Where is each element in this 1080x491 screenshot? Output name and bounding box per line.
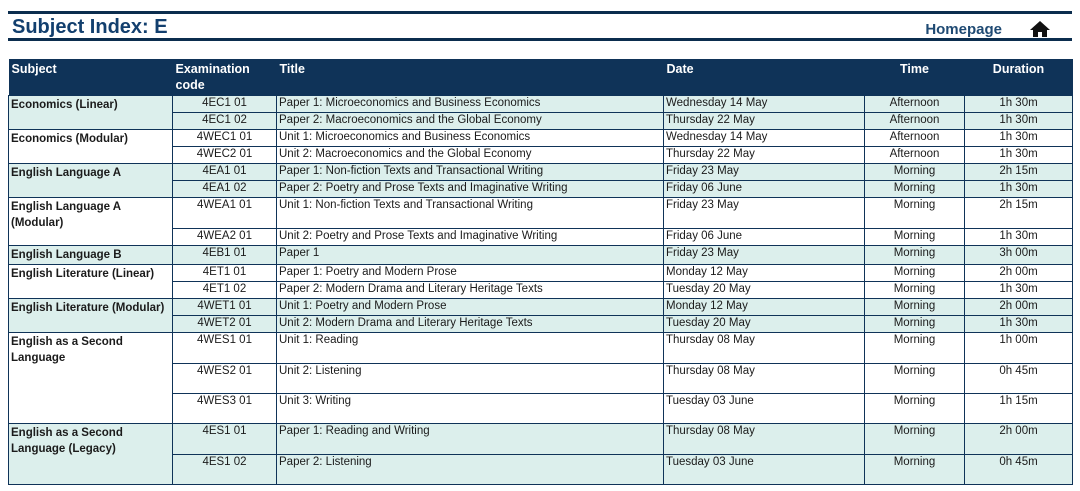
- time-cell: Morning: [865, 393, 965, 423]
- time-cell: Afternoon: [865, 129, 965, 146]
- title-cell: Unit 2: Listening: [277, 363, 664, 393]
- duration-cell: 2h 15m: [965, 163, 1073, 180]
- time-cell: Morning: [865, 332, 965, 363]
- time-cell: Morning: [865, 363, 965, 393]
- date-cell: Friday 06 June: [664, 228, 865, 245]
- code-cell: 4WES2 01: [173, 363, 277, 393]
- subject-cell: English Language B: [9, 245, 173, 264]
- time-cell: Afternoon: [865, 95, 965, 112]
- duration-cell: 1h 30m: [965, 146, 1073, 163]
- title-cell: Paper 1: Poetry and Modern Prose: [277, 264, 664, 281]
- table-header-row: [9, 59, 1073, 95]
- time-cell: Morning: [865, 454, 965, 484]
- code-cell: 4EB1 01: [173, 245, 277, 264]
- date-cell: Friday 06 June: [664, 180, 865, 197]
- duration-cell: 3h 00m: [965, 245, 1073, 264]
- date-cell: Thursday 08 May: [664, 363, 865, 393]
- code-cell: 4WEA2 01: [173, 228, 277, 245]
- table-row: [9, 245, 1073, 264]
- time-cell: Morning: [865, 180, 965, 197]
- code-cell: 4WEC1 01: [173, 129, 277, 146]
- duration-cell: 1h 15m: [965, 393, 1073, 423]
- homepage-link[interactable]: Homepage: [925, 21, 1002, 38]
- code-cell: 4EA1 01: [173, 163, 277, 180]
- time-cell: Morning: [865, 197, 965, 228]
- column-header-date: Date: [664, 59, 865, 95]
- subject-cell: Economics (Modular): [9, 129, 173, 163]
- subject-cell: Economics (Linear): [9, 95, 173, 129]
- subject-cell: English Language A (Modular): [9, 197, 173, 245]
- date-cell: Thursday 22 May: [664, 112, 865, 129]
- time-cell: Afternoon: [865, 112, 965, 129]
- table-row: [9, 423, 1073, 454]
- title-cell: Unit 1: Microeconomics and Business Economics: [277, 129, 664, 146]
- time-cell: Morning: [865, 228, 965, 245]
- duration-cell: 1h 30m: [965, 112, 1073, 129]
- time-cell: Morning: [865, 245, 965, 264]
- table-row: [9, 197, 1073, 228]
- code-cell: 4WEA1 01: [173, 197, 277, 228]
- duration-cell: 2h 00m: [965, 298, 1073, 315]
- code-cell: 4WES3 01: [173, 393, 277, 423]
- title-rule: [8, 38, 1072, 41]
- subject-cell: English Literature (Modular): [9, 298, 173, 332]
- table-row: [9, 298, 1073, 315]
- subject-cell: English Literature (Linear): [9, 264, 173, 298]
- subject-cell: English as a Second Language: [9, 332, 173, 423]
- code-cell: 4EC1 02: [173, 112, 277, 129]
- title-cell: Paper 2: Poetry and Prose Texts and Imaginative Writing: [277, 180, 664, 197]
- date-cell: Tuesday 03 June: [664, 393, 865, 423]
- date-cell: Monday 12 May: [664, 298, 865, 315]
- duration-cell: 1h 30m: [965, 281, 1073, 298]
- date-cell: Friday 23 May: [664, 245, 865, 264]
- table-row: [9, 129, 1073, 146]
- column-header-time: Time: [865, 59, 965, 95]
- duration-cell: 1h 30m: [965, 180, 1073, 197]
- subject-index-table: [8, 59, 1073, 485]
- title-cell: Paper 1: Microeconomics and Business Economics: [277, 95, 664, 112]
- page-title: Subject Index: E: [12, 16, 168, 38]
- date-cell: Friday 23 May: [664, 163, 865, 180]
- column-header-duration: Duration: [965, 59, 1073, 95]
- date-cell: Monday 12 May: [664, 264, 865, 281]
- title-cell: Paper 1: Reading and Writing: [277, 423, 664, 454]
- time-cell: Afternoon: [865, 146, 965, 163]
- duration-cell: 2h 00m: [965, 423, 1073, 454]
- code-cell: 4EA1 02: [173, 180, 277, 197]
- title-cell: Unit 1: Non-fiction Texts and Transactional Writing: [277, 197, 664, 228]
- code-cell: 4ET1 02: [173, 281, 277, 298]
- code-cell: 4ES1 01: [173, 423, 277, 454]
- date-cell: Thursday 22 May: [664, 146, 865, 163]
- duration-cell: 1h 30m: [965, 228, 1073, 245]
- code-cell: 4WET1 01: [173, 298, 277, 315]
- date-cell: Wednesday 14 May: [664, 95, 865, 112]
- column-header-code: Examination code: [173, 59, 277, 95]
- title-cell: Paper 2: Modern Drama and Literary Heritage Texts: [277, 281, 664, 298]
- column-header-subject: Subject: [9, 59, 173, 95]
- time-cell: Morning: [865, 281, 965, 298]
- duration-cell: 1h 30m: [965, 129, 1073, 146]
- date-cell: Tuesday 03 June: [664, 454, 865, 484]
- top-rule: [8, 11, 1072, 14]
- date-cell: Tuesday 20 May: [664, 281, 865, 298]
- title-cell: Unit 3: Writing: [277, 393, 664, 423]
- code-cell: 4WES1 01: [173, 332, 277, 363]
- code-cell: 4WEC2 01: [173, 146, 277, 163]
- date-cell: Thursday 08 May: [664, 423, 865, 454]
- date-cell: Friday 23 May: [664, 197, 865, 228]
- code-cell: 4ES1 02: [173, 454, 277, 484]
- date-cell: Tuesday 20 May: [664, 315, 865, 332]
- title-cell: Unit 2: Poetry and Prose Texts and Imaginative Writing: [277, 228, 664, 245]
- code-cell: 4EC1 01: [173, 95, 277, 112]
- duration-cell: 0h 45m: [965, 363, 1073, 393]
- title-cell: Unit 1: Reading: [277, 332, 664, 363]
- table-row: [9, 95, 1073, 112]
- date-cell: Wednesday 14 May: [664, 129, 865, 146]
- duration-cell: 1h 00m: [965, 332, 1073, 363]
- title-cell: Unit 2: Macroeconomics and the Global Economy: [277, 146, 664, 163]
- title-cell: Unit 2: Modern Drama and Literary Heritage Texts: [277, 315, 664, 332]
- column-header-title: Title: [277, 59, 664, 95]
- duration-cell: 1h 30m: [965, 95, 1073, 112]
- title-cell: Unit 1: Poetry and Modern Prose: [277, 298, 664, 315]
- title-cell: Paper 2: Macroeconomics and the Global Economy: [277, 112, 664, 129]
- home-icon[interactable]: [1029, 20, 1051, 38]
- table-row: [9, 163, 1073, 180]
- duration-cell: 2h 15m: [965, 197, 1073, 228]
- table-row: [9, 332, 1073, 363]
- date-cell: Thursday 08 May: [664, 332, 865, 363]
- title-cell: Paper 1: Non-fiction Texts and Transactional Writing: [277, 163, 664, 180]
- title-cell: Paper 2: Listening: [277, 454, 664, 484]
- code-cell: 4ET1 01: [173, 264, 277, 281]
- subject-cell: English Language A: [9, 163, 173, 197]
- title-cell: Paper 1: [277, 245, 664, 264]
- time-cell: Morning: [865, 423, 965, 454]
- duration-cell: 1h 30m: [965, 315, 1073, 332]
- time-cell: Morning: [865, 264, 965, 281]
- time-cell: Morning: [865, 163, 965, 180]
- duration-cell: 2h 00m: [965, 264, 1073, 281]
- time-cell: Morning: [865, 315, 965, 332]
- subject-cell: English as a Second Language (Legacy): [9, 423, 173, 484]
- time-cell: Morning: [865, 298, 965, 315]
- code-cell: 4WET2 01: [173, 315, 277, 332]
- table-row: [9, 264, 1073, 281]
- duration-cell: 0h 45m: [965, 454, 1073, 484]
